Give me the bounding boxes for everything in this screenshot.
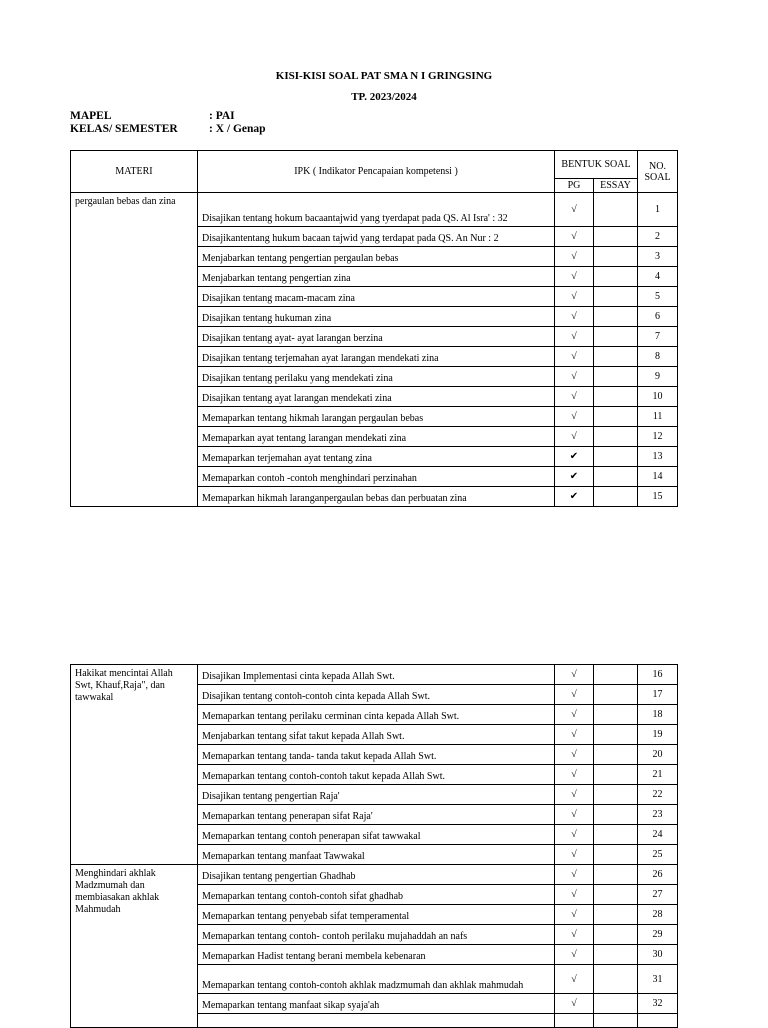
ipk-cell: Menjabarkan tentang pengertian zina (198, 267, 555, 287)
ipk-cell: Memaparkan tentang penyebab sifat temperamental (198, 905, 555, 925)
essay-cell (594, 945, 638, 965)
pg-check-cell: √ (555, 665, 594, 685)
essay-cell (594, 905, 638, 925)
kisi-table-1 (70, 150, 678, 507)
header-bentuk-soal: BENTUK SOAL (555, 151, 638, 179)
document-year: TP. 2023/2024 (351, 91, 417, 103)
pg-check-cell: √ (555, 785, 594, 805)
essay-cell (594, 994, 638, 1014)
essay-cell (594, 347, 638, 367)
kisi-table-2 (70, 664, 678, 1028)
pg-check-cell: √ (555, 347, 594, 367)
pg-check-cell: √ (555, 825, 594, 845)
no-soal-cell: 30 (638, 945, 678, 965)
no-soal-cell: 12 (638, 427, 678, 447)
essay-cell (594, 785, 638, 805)
pg-check-cell: √ (555, 845, 594, 865)
header-pg: PG (555, 179, 594, 193)
document-title: KISI-KISI SOAL PAT SMA N I GRINGSING (275, 70, 493, 82)
ipk-cell: Memaparkan tentang contoh penerapan sifat tawwakal (198, 825, 555, 845)
no-soal-cell: 18 (638, 705, 678, 725)
ipk-cell: Disajikan tentang perilaku yang mendekati zina (198, 367, 555, 387)
essay-cell (594, 765, 638, 785)
ipk-cell: Menjabarkan tentang sifat takut kepada Allah Swt. (198, 725, 555, 745)
essay-cell (594, 925, 638, 945)
pg-check-cell: ✔ (555, 487, 594, 507)
essay-cell (594, 745, 638, 765)
essay-cell (594, 665, 638, 685)
essay-cell (594, 467, 638, 487)
no-soal-cell: 2 (638, 227, 678, 247)
mapel-line (70, 110, 235, 123)
header-essay: ESSAY (594, 179, 638, 193)
no-soal-cell: 6 (638, 307, 678, 327)
essay-cell (594, 845, 638, 865)
pg-check-cell: √ (555, 885, 594, 905)
kelas-value: : X / Genap (209, 123, 266, 135)
pg-check-cell: √ (555, 865, 594, 885)
pg-check-cell: √ (555, 965, 594, 994)
ipk-cell: Memaparkan contoh -contoh menghindari perzinahan (198, 467, 555, 487)
materi-cell: pergaulan bebas dan zina (71, 193, 198, 507)
pg-check-cell: √ (555, 387, 594, 407)
mapel-label: MAPEL (70, 110, 112, 122)
ipk-cell: Disajikantentang hukum bacaan tajwid yang terdapat pada QS. An Nur : 2 (198, 227, 555, 247)
header-materi: MATERI (71, 151, 198, 193)
essay-cell (594, 447, 638, 467)
essay-cell (594, 965, 638, 994)
table-header-row (71, 151, 678, 179)
no-soal-cell: 26 (638, 865, 678, 885)
essay-cell (594, 407, 638, 427)
no-soal-cell: 27 (638, 885, 678, 905)
essay-cell (594, 427, 638, 447)
ipk-cell: Disajikan tentang ayat larangan mendekati zina (198, 387, 555, 407)
no-soal-cell (638, 1014, 678, 1028)
essay-cell (594, 685, 638, 705)
essay-cell (594, 367, 638, 387)
ipk-cell (198, 1014, 555, 1028)
ipk-cell: Disajikan tentang macam-macam zina (198, 287, 555, 307)
essay-cell (594, 805, 638, 825)
pg-check-cell: √ (555, 427, 594, 447)
essay-cell (594, 1014, 638, 1028)
essay-cell (594, 885, 638, 905)
no-soal-cell: 4 (638, 267, 678, 287)
ipk-cell: Memaparkan ayat tentang larangan mendekati zina (198, 427, 555, 447)
no-soal-cell: 21 (638, 765, 678, 785)
no-soal-cell: 3 (638, 247, 678, 267)
kelas-line (70, 123, 266, 136)
table-row (71, 865, 678, 885)
pg-check-cell: √ (555, 905, 594, 925)
ipk-cell: Memaparkan tentang contoh-contoh akhlak madzmumah dan akhlak mahmudah (198, 965, 555, 994)
essay-cell (594, 327, 638, 347)
ipk-cell: Disajikan tentang terjemahan ayat larangan mendekati zina (198, 347, 555, 367)
header-no-soal: NO. SOAL (638, 151, 678, 193)
ipk-cell: Disajikan tentang contoh-contoh cinta kepada Allah Swt. (198, 685, 555, 705)
no-soal-cell: 1 (638, 193, 678, 227)
ipk-cell: Disajikan Implementasi cinta kepada Allah Swt. (198, 665, 555, 685)
ipk-cell: Menjabarkan tentang pengertian pergaulan bebas (198, 247, 555, 267)
no-soal-cell: 25 (638, 845, 678, 865)
ipk-cell: Memaparkan hikmah laranganpergaulan bebas dan perbuatan zina (198, 487, 555, 507)
ipk-cell: Disajikan tentang hukuman zina (198, 307, 555, 327)
no-soal-cell: 9 (638, 367, 678, 387)
no-soal-cell: 11 (638, 407, 678, 427)
pg-check-cell: √ (555, 805, 594, 825)
materi-cell: Hakikat mencintai Allah Swt, Khauf,Raja", dan tawwakal (71, 665, 198, 865)
pg-check-cell: √ (555, 765, 594, 785)
essay-cell (594, 865, 638, 885)
pg-check-cell: √ (555, 287, 594, 307)
no-soal-cell: 10 (638, 387, 678, 407)
ipk-cell: Memaparkan tentang contoh-contoh sifat ghadhab (198, 885, 555, 905)
no-soal-cell: 15 (638, 487, 678, 507)
essay-cell (594, 387, 638, 407)
pg-check-cell: √ (555, 227, 594, 247)
table-row (71, 665, 678, 685)
pg-check-cell: √ (555, 193, 594, 227)
pg-check-cell: √ (555, 705, 594, 725)
essay-cell (594, 705, 638, 725)
no-soal-cell: 16 (638, 665, 678, 685)
no-soal-cell: 5 (638, 287, 678, 307)
pg-check-cell (555, 1014, 594, 1028)
pg-check-cell: ✔ (555, 467, 594, 487)
no-soal-cell: 28 (638, 905, 678, 925)
no-soal-cell: 13 (638, 447, 678, 467)
pg-check-cell: √ (555, 994, 594, 1014)
pg-check-cell: √ (555, 925, 594, 945)
pg-check-cell: √ (555, 307, 594, 327)
no-soal-cell: 31 (638, 965, 678, 994)
pg-check-cell: √ (555, 367, 594, 387)
essay-cell (594, 825, 638, 845)
essay-cell (594, 287, 638, 307)
pg-check-cell: √ (555, 247, 594, 267)
pg-check-cell: √ (555, 407, 594, 427)
header-ipk: IPK ( Indikator Pencapaian kompetensi ) (198, 151, 555, 193)
pg-check-cell: √ (555, 685, 594, 705)
no-soal-cell: 8 (638, 347, 678, 367)
ipk-cell: Memaparkan tentang tanda- tanda takut kepada Allah Swt. (198, 745, 555, 765)
no-soal-cell: 17 (638, 685, 678, 705)
ipk-cell: Memaparkan tentang perilaku cerminan cinta kepada Allah Swt. (198, 705, 555, 725)
pg-check-cell: √ (555, 725, 594, 745)
pg-check-cell: ✔ (555, 447, 594, 467)
essay-cell (594, 725, 638, 745)
essay-cell (594, 307, 638, 327)
no-soal-cell: 14 (638, 467, 678, 487)
ipk-cell: Memaparkan terjemahan ayat tentang zina (198, 447, 555, 467)
no-soal-cell: 7 (638, 327, 678, 347)
pg-check-cell: √ (555, 267, 594, 287)
materi-cell: Menghindari akhlak Madzmumah dan membiasakan akhlak Mahmudah (71, 865, 198, 1028)
ipk-cell: Memaparkan tentang contoh-contoh takut kepada Allah Swt. (198, 765, 555, 785)
pg-check-cell: √ (555, 745, 594, 765)
no-soal-cell: 22 (638, 785, 678, 805)
essay-cell (594, 193, 638, 227)
ipk-cell: Memaparkan Hadist tentang berani membela kebenaran (198, 945, 555, 965)
no-soal-cell: 19 (638, 725, 678, 745)
table-row (71, 193, 678, 227)
mapel-value: : PAI (209, 110, 235, 122)
ipk-cell: Memaparkan tentang hikmah larangan pergaulan bebas (198, 407, 555, 427)
ipk-cell: Disajikan tentang ayat- ayat larangan berzina (198, 327, 555, 347)
no-soal-cell: 20 (638, 745, 678, 765)
essay-cell (594, 247, 638, 267)
pg-check-cell: √ (555, 945, 594, 965)
ipk-cell: Memaparkan tentang manfaat Tawwakal (198, 845, 555, 865)
ipk-cell: Memaparkan tentang penerapan sifat Raja' (198, 805, 555, 825)
ipk-cell: Disajikan tentang pengertian Raja' (198, 785, 555, 805)
no-soal-cell: 24 (638, 825, 678, 845)
ipk-cell: Disajikan tentang hokum bacaantajwid yang tyerdapat pada QS. Al Isra' : 32 (198, 193, 555, 227)
essay-cell (594, 267, 638, 287)
essay-cell (594, 227, 638, 247)
pg-check-cell: √ (555, 327, 594, 347)
ipk-cell: Memaparkan tentang contoh- contoh perilaku mujahaddah an nafs (198, 925, 555, 945)
ipk-cell: Memaparkan tentang manfaat sikap syaja'ah (198, 994, 555, 1014)
kelas-label: KELAS/ SEMESTER (70, 123, 178, 135)
essay-cell (594, 487, 638, 507)
no-soal-cell: 32 (638, 994, 678, 1014)
ipk-cell: Disajikan tentang pengertian Ghadhab (198, 865, 555, 885)
no-soal-cell: 23 (638, 805, 678, 825)
no-soal-cell: 29 (638, 925, 678, 945)
